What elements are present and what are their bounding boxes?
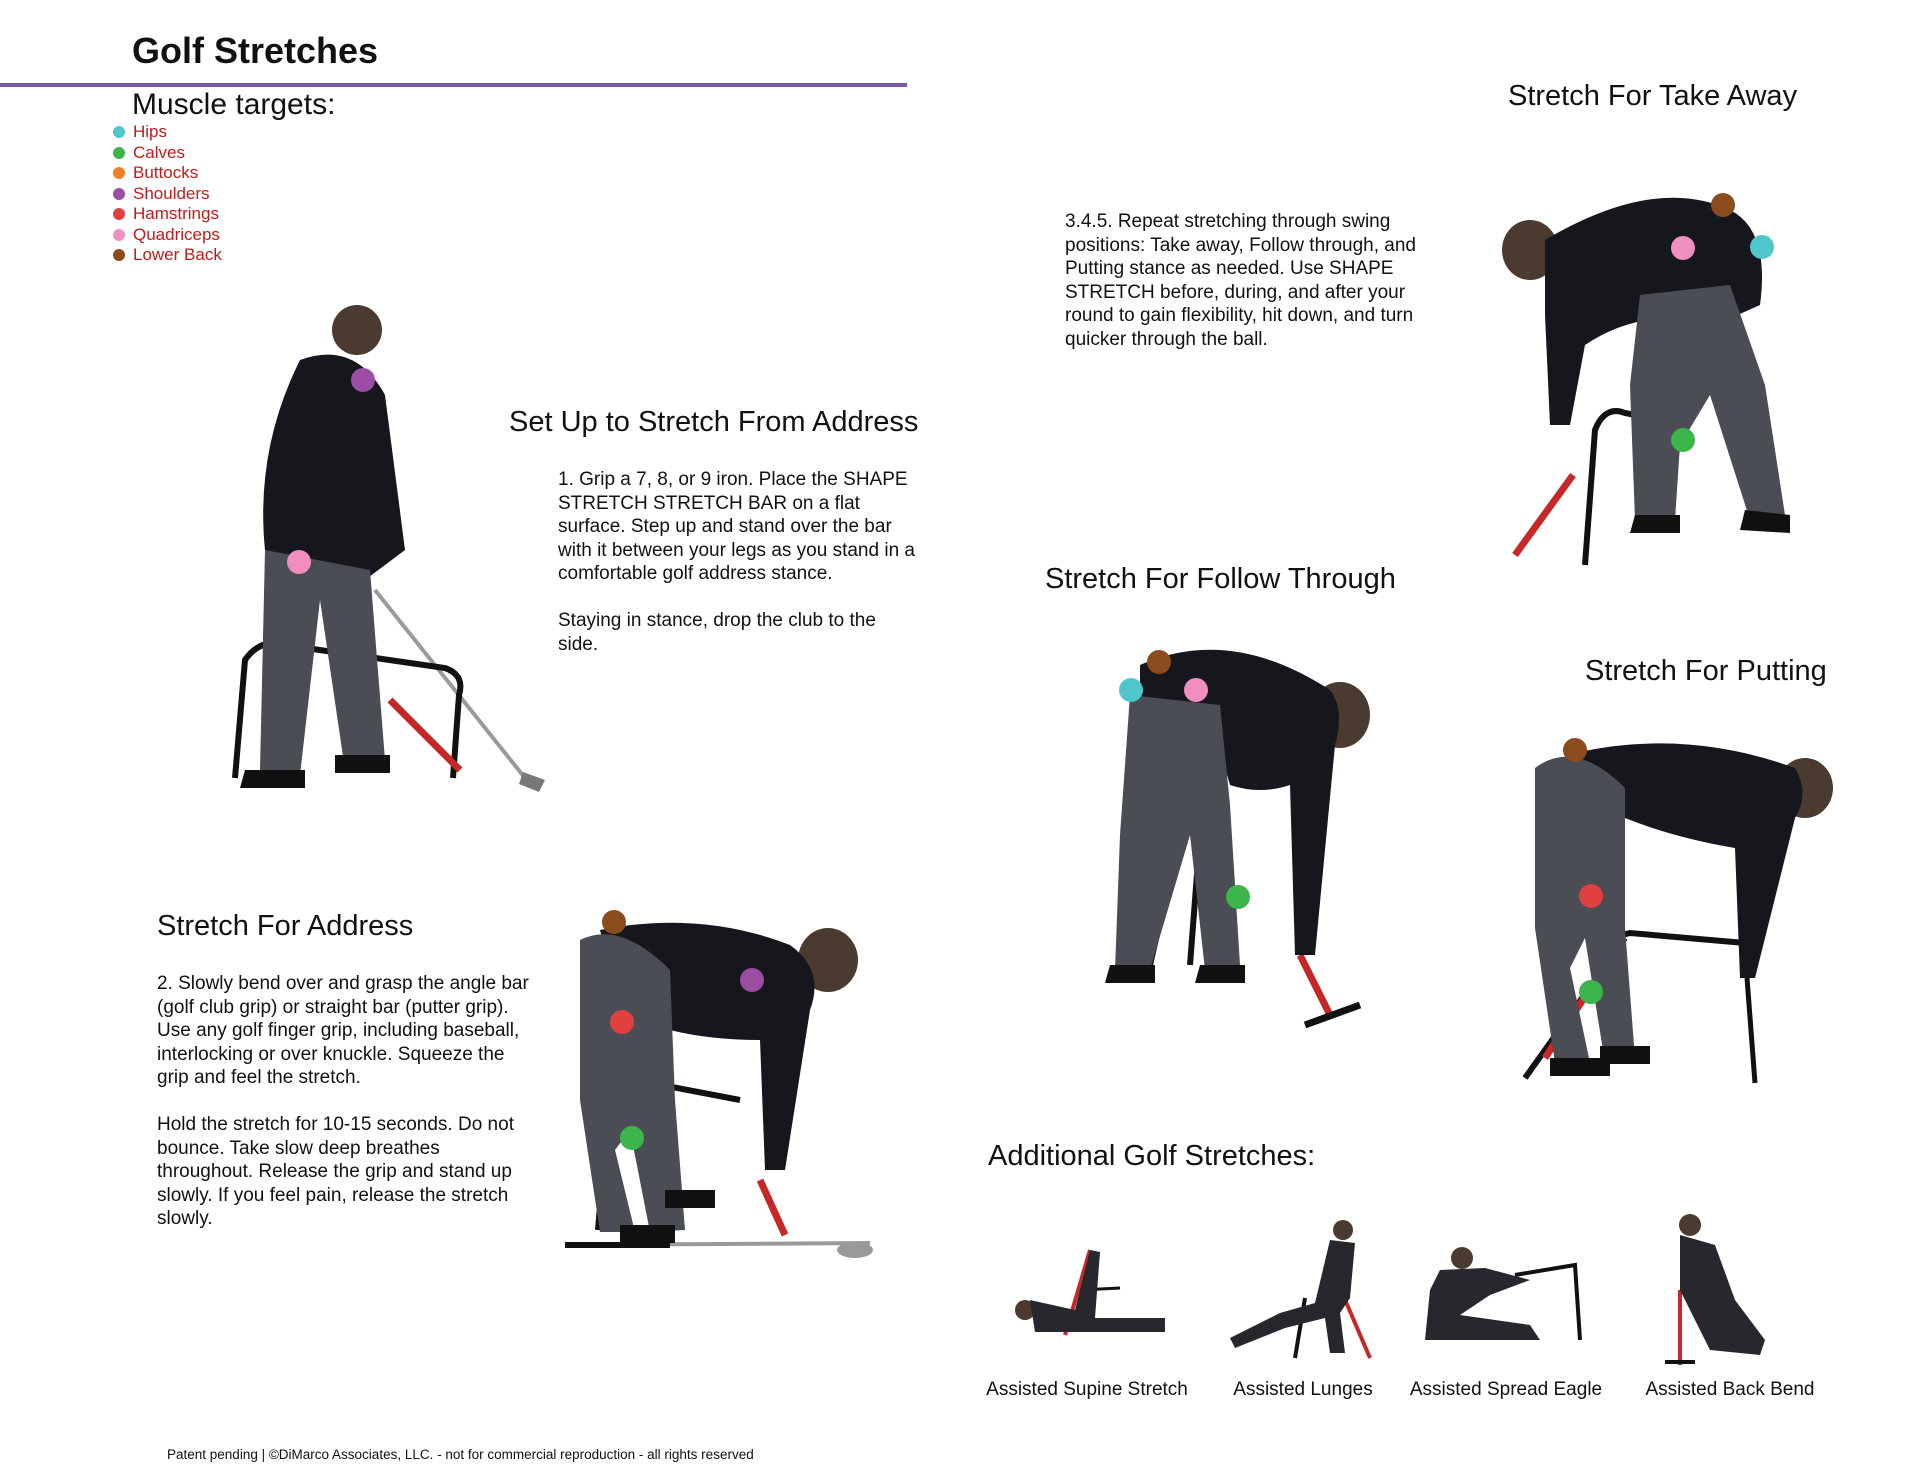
calves-dot-icon: [113, 147, 125, 159]
address-heading: Stretch For Address: [157, 910, 414, 942]
supine-stretch-caption: Assisted Supine Stretch: [986, 1379, 1188, 1400]
address-hold-instructions: Hold the stretch for 10-15 seconds. Do not bounce. Take slow deep breathes throughout. Release the grip and stand up slowly. If you feel pain, release the stretch slowly.: [157, 1114, 514, 1229]
lunges-caption: Assisted Lunges: [1233, 1379, 1373, 1400]
putting-stretch-photo: [1515, 728, 1845, 1098]
address-instructions: [157, 972, 532, 1254]
address-stretch-photo: [560, 900, 880, 1260]
legend-item-shoulders: [113, 184, 222, 205]
legend-label: Buttocks: [133, 163, 199, 183]
legend-item-calves: [113, 143, 222, 164]
hips-dot-icon: [113, 126, 125, 138]
additional-heading: Additional Golf Stretches:: [988, 1140, 1316, 1172]
legend-label: Hamstrings: [133, 204, 219, 224]
followthrough-heading: Stretch For Follow Through: [1045, 563, 1396, 595]
setup-heading: Set Up to Stretch From Address: [509, 406, 919, 438]
legend-item-hips: [113, 122, 222, 143]
setup-step-2: Staying in stance, drop the club to the side.: [558, 610, 876, 655]
legend-label: Quadriceps: [133, 224, 220, 244]
shoulders-dot-icon: [113, 188, 125, 200]
putting-heading: Stretch For Putting: [1585, 655, 1827, 687]
legend-label: Calves: [133, 142, 185, 162]
muscle-legend: [113, 122, 222, 266]
legend-item-quadriceps: [113, 225, 222, 246]
supine-stretch-photo: [1005, 1240, 1180, 1345]
legend-label: Shoulders: [133, 183, 210, 203]
setup-step-1: 1. Grip a 7, 8, or 9 iron. Place the SHAPE STRETCH STRETCH BAR on a flat surface. Step up and stand over the bar with it between your legs as you stand in a comfortable golf address stance.: [558, 469, 915, 584]
setup-instructions: [558, 468, 918, 680]
spread-eagle-caption: Assisted Spread Eagle: [1409, 1379, 1603, 1400]
takeaway-stretch-photo: [1475, 185, 1845, 555]
takeaway-heading: Stretch For Take Away: [1508, 80, 1798, 112]
lunges-photo: [1225, 1218, 1380, 1363]
buttocks-dot-icon: [113, 167, 125, 179]
page-title: Golf Stretches: [132, 30, 379, 71]
legend-item-buttocks: [113, 163, 222, 184]
address-step-2: 2. Slowly bend over and grasp the angle bar (golf club grip) or straight bar (putter grip). Use any golf finger grip, including baseball, interlocking or over knuckle. Squeeze the grip and feel the stretch.: [157, 973, 529, 1088]
legend-item-lower-back: [113, 245, 222, 266]
spread-eagle-photo: [1420, 1240, 1590, 1345]
legend-item-hamstrings: [113, 204, 222, 225]
title-divider: [0, 83, 907, 87]
copyright-footer: Patent pending | ©DiMarco Associates, LLC. - not for commercial reproduction - all rights reserved: [167, 1447, 754, 1462]
back-bend-photo: [1650, 1210, 1770, 1365]
back-bend-caption: Assisted Back Bend: [1645, 1379, 1815, 1400]
takeaway-instructions: [1065, 210, 1425, 375]
setup-stance-photo: [205, 300, 545, 820]
hamstrings-dot-icon: [113, 208, 125, 220]
muscle-targets-heading: Muscle targets:: [132, 88, 336, 121]
legend-label: Lower Back: [133, 245, 222, 265]
lower-back-dot-icon: [113, 249, 125, 261]
quadriceps-dot-icon: [113, 229, 125, 241]
followthrough-stretch-photo: [1080, 635, 1400, 1030]
takeaway-text: 3.4.5. Repeat stretching through swing positions: Take away, Follow through, and Putting stance as needed. Use SHAPE STRETCH before, during, and after your round to gain flexibility, hit down, and turn quicker through the ball.: [1065, 211, 1416, 350]
legend-label: Hips: [133, 122, 168, 142]
